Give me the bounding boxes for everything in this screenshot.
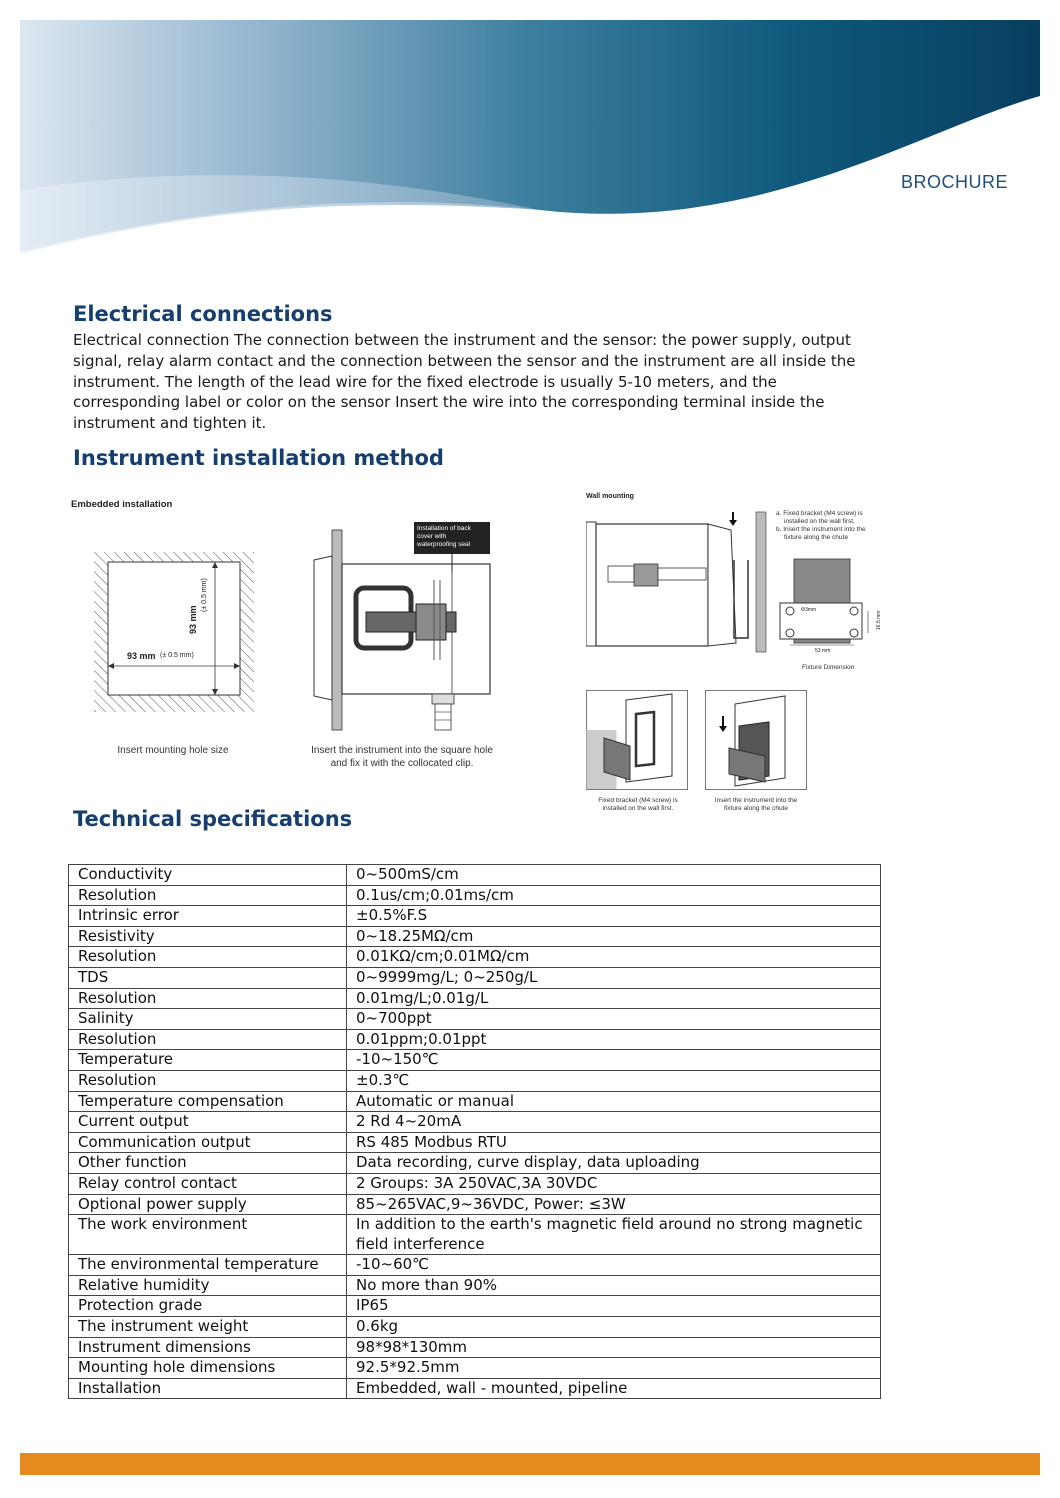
spec-value: ±0.3℃ [347, 1070, 881, 1091]
spec-row [69, 926, 881, 947]
caption-embedded-clip [292, 744, 512, 770]
embedded-dim-width: 93 mm [127, 651, 156, 661]
brochure-label: BROCHURE [900, 172, 1008, 192]
spec-label: Temperature [69, 1050, 347, 1071]
spec-row [69, 1275, 881, 1296]
header-wave-graphic [20, 20, 1040, 260]
header-banner [20, 20, 1040, 260]
caption-wall-bracket [582, 797, 694, 813]
spec-row [69, 1029, 881, 1050]
spec-value: 0~18.25MΩ/cm [347, 926, 881, 947]
spec-row [69, 1255, 881, 1276]
electrical-title: Electrical connections [73, 302, 333, 326]
mounting-hole-diagram [90, 548, 260, 713]
spec-label: Resolution [69, 988, 347, 1009]
spec-value: 0.1us/cm;0.01ms/cm [347, 885, 881, 906]
spec-value: RS 485 Modbus RTU [347, 1132, 881, 1153]
spec-value: Data recording, curve display, data uploading [347, 1153, 881, 1174]
spec-value: 85~265VAC,9~36VDC, Power: ≤3W [347, 1194, 881, 1215]
spec-value: Embedded, wall - mounted, pipeline [347, 1378, 881, 1399]
back-cover-line-3: waterproofing seal [417, 541, 471, 548]
wall-title: Wall mounting [586, 493, 634, 500]
spec-label: TDS [69, 967, 347, 988]
spec-label: Resolution [69, 1070, 347, 1091]
spec-value: Automatic or manual [347, 1091, 881, 1112]
wall-step-bracket-diagram [586, 690, 688, 790]
spec-label: Relative humidity [69, 1275, 347, 1296]
spec-label: Mounting hole dimensions [69, 1358, 347, 1379]
spec-row [69, 967, 881, 988]
spec-value: 2 Groups: 3A 250VAC,3A 30VDC [347, 1173, 881, 1194]
spec-label: Resolution [69, 885, 347, 906]
fixture-label: Fixture Dimension [802, 664, 855, 671]
spec-label: The environmental temperature [69, 1255, 347, 1276]
embedded-dim-width-tolerance: (± 0.5 mm) [160, 652, 194, 659]
spec-value: -10~60℃ [347, 1255, 881, 1276]
embedded-dim-height-tolerance: (± 0.5 mm) [201, 578, 208, 612]
fixture-dim-hole: Φ3mm [801, 607, 817, 613]
spec-row [69, 865, 881, 886]
spec-row [69, 988, 881, 1009]
spec-value: 98*98*130mm [347, 1337, 881, 1358]
embedded-dim-height: 93 mm [188, 605, 198, 634]
spec-row [69, 1358, 881, 1379]
spec-label: Current output [69, 1112, 347, 1133]
wall-note-a-line-1: a. Fixed bracket (M4 screw) is [776, 510, 863, 517]
spec-value: 0.01KΩ/cm;0.01MΩ/cm [347, 947, 881, 968]
caption-wall-insert [700, 797, 812, 813]
spec-row [69, 1215, 881, 1255]
wall-note-b-line-2: fixture along the chute [784, 534, 848, 541]
electrical-body: Electrical connection The connection between the instrument and the sensor: the power supply, output signal, relay alarm contact and the connection between the sensor and the instrument are all inside the instrument. The length of the lead wire for the fixed electrode is usually 5-10 meters, and the corresponding label or color on the sensor Insert the wire into the corresponding terminal inside the instrument and tighten it. [73, 331, 856, 433]
caption-wall-bracket-line-2: installed on the wall first. [602, 805, 674, 812]
fixture-dim-width: 53 mm [815, 648, 831, 654]
spec-row [69, 906, 881, 927]
spec-row [69, 1070, 881, 1091]
spec-label: Resolution [69, 947, 347, 968]
footer-bar [20, 1453, 1040, 1475]
spec-row [69, 1009, 881, 1030]
spec-label: Installation [69, 1378, 347, 1399]
spec-label: Conductivity [69, 865, 347, 886]
spec-row [69, 1173, 881, 1194]
spec-label: Resolution [69, 1029, 347, 1050]
spec-row [69, 1194, 881, 1215]
wall-step-insert-diagram [705, 690, 807, 790]
back-cover-callout [417, 525, 489, 549]
spec-label: Protection grade [69, 1296, 347, 1317]
wall-note-a-line-2: installed on the wall first. [784, 518, 855, 525]
spec-label: Salinity [69, 1009, 347, 1030]
fixture-diagram [776, 555, 886, 660]
back-cover-line-2: cover with [417, 533, 447, 540]
caption-wall-bracket-line-1: Fixed bracket (M4 screw) is [598, 797, 678, 804]
spec-row [69, 947, 881, 968]
spec-value: 2 Rd 4~20mA [347, 1112, 881, 1133]
spec-label: Instrument dimensions [69, 1337, 347, 1358]
spec-label: The instrument weight [69, 1317, 347, 1338]
spec-value: 0~9999mg/L; 0~250g/L [347, 967, 881, 988]
embedded-instrument-diagram [306, 520, 506, 735]
spec-row [69, 1091, 881, 1112]
spec-value: 0~500mS/cm [347, 865, 881, 886]
wall-notes [776, 510, 886, 542]
spec-row [69, 1296, 881, 1317]
spec-value: 0.6kg [347, 1317, 881, 1338]
spec-label: The work environment [69, 1215, 347, 1255]
spec-value: 92.5*92.5mm [347, 1358, 881, 1379]
caption-wall-insert-line-2: fixture along the chute [724, 805, 788, 812]
embedded-title: Embedded installation [71, 499, 173, 510]
spec-value: In addition to the earth's magnetic field around no strong magnetic field interference [347, 1215, 881, 1255]
spec-label: Relay control contact [69, 1173, 347, 1194]
spec-row [69, 1153, 881, 1174]
caption-clip-line-2: and fix it with the collocated clip. [330, 758, 474, 769]
caption-wall-insert-line-1: Insert the instrument into the [714, 797, 798, 804]
spec-label: Resistivity [69, 926, 347, 947]
specs-title: Technical specifications [73, 807, 353, 831]
caption-clip-line-1: Insert the instrument into the square hole [311, 745, 493, 756]
spec-row [69, 1337, 881, 1358]
spec-label: Optional power supply [69, 1194, 347, 1215]
spec-value: 0.01mg/L;0.01g/L [347, 988, 881, 1009]
spec-row [69, 1050, 881, 1071]
spec-label: Other function [69, 1153, 347, 1174]
fixture-dim-height: 16.5 mm [876, 610, 882, 630]
spec-value: No more than 90% [347, 1275, 881, 1296]
spec-value: 0.01ppm;0.01ppt [347, 1029, 881, 1050]
spec-row [69, 1378, 881, 1399]
caption-mounting-hole: Insert mounting hole size [117, 745, 229, 756]
spec-label: Temperature compensation [69, 1091, 347, 1112]
spec-value: IP65 [347, 1296, 881, 1317]
back-cover-line-1: Installation of back [417, 525, 471, 532]
spec-row [69, 1317, 881, 1338]
spec-value: -10~150℃ [347, 1050, 881, 1071]
spec-row [69, 885, 881, 906]
installation-title: Instrument installation method [73, 446, 444, 470]
spec-label: Intrinsic error [69, 906, 347, 927]
spec-value: 0~700ppt [347, 1009, 881, 1030]
spec-row [69, 1112, 881, 1133]
spec-value: ±0.5%F.S [347, 906, 881, 927]
spec-label: Communication output [69, 1132, 347, 1153]
wall-instrument-diagram [586, 508, 771, 658]
wall-note-b-line-1: b. Insert the instrument into the [776, 526, 866, 533]
specs-table [68, 864, 881, 1399]
specs-table-body [69, 865, 881, 1399]
spec-row [69, 1132, 881, 1153]
